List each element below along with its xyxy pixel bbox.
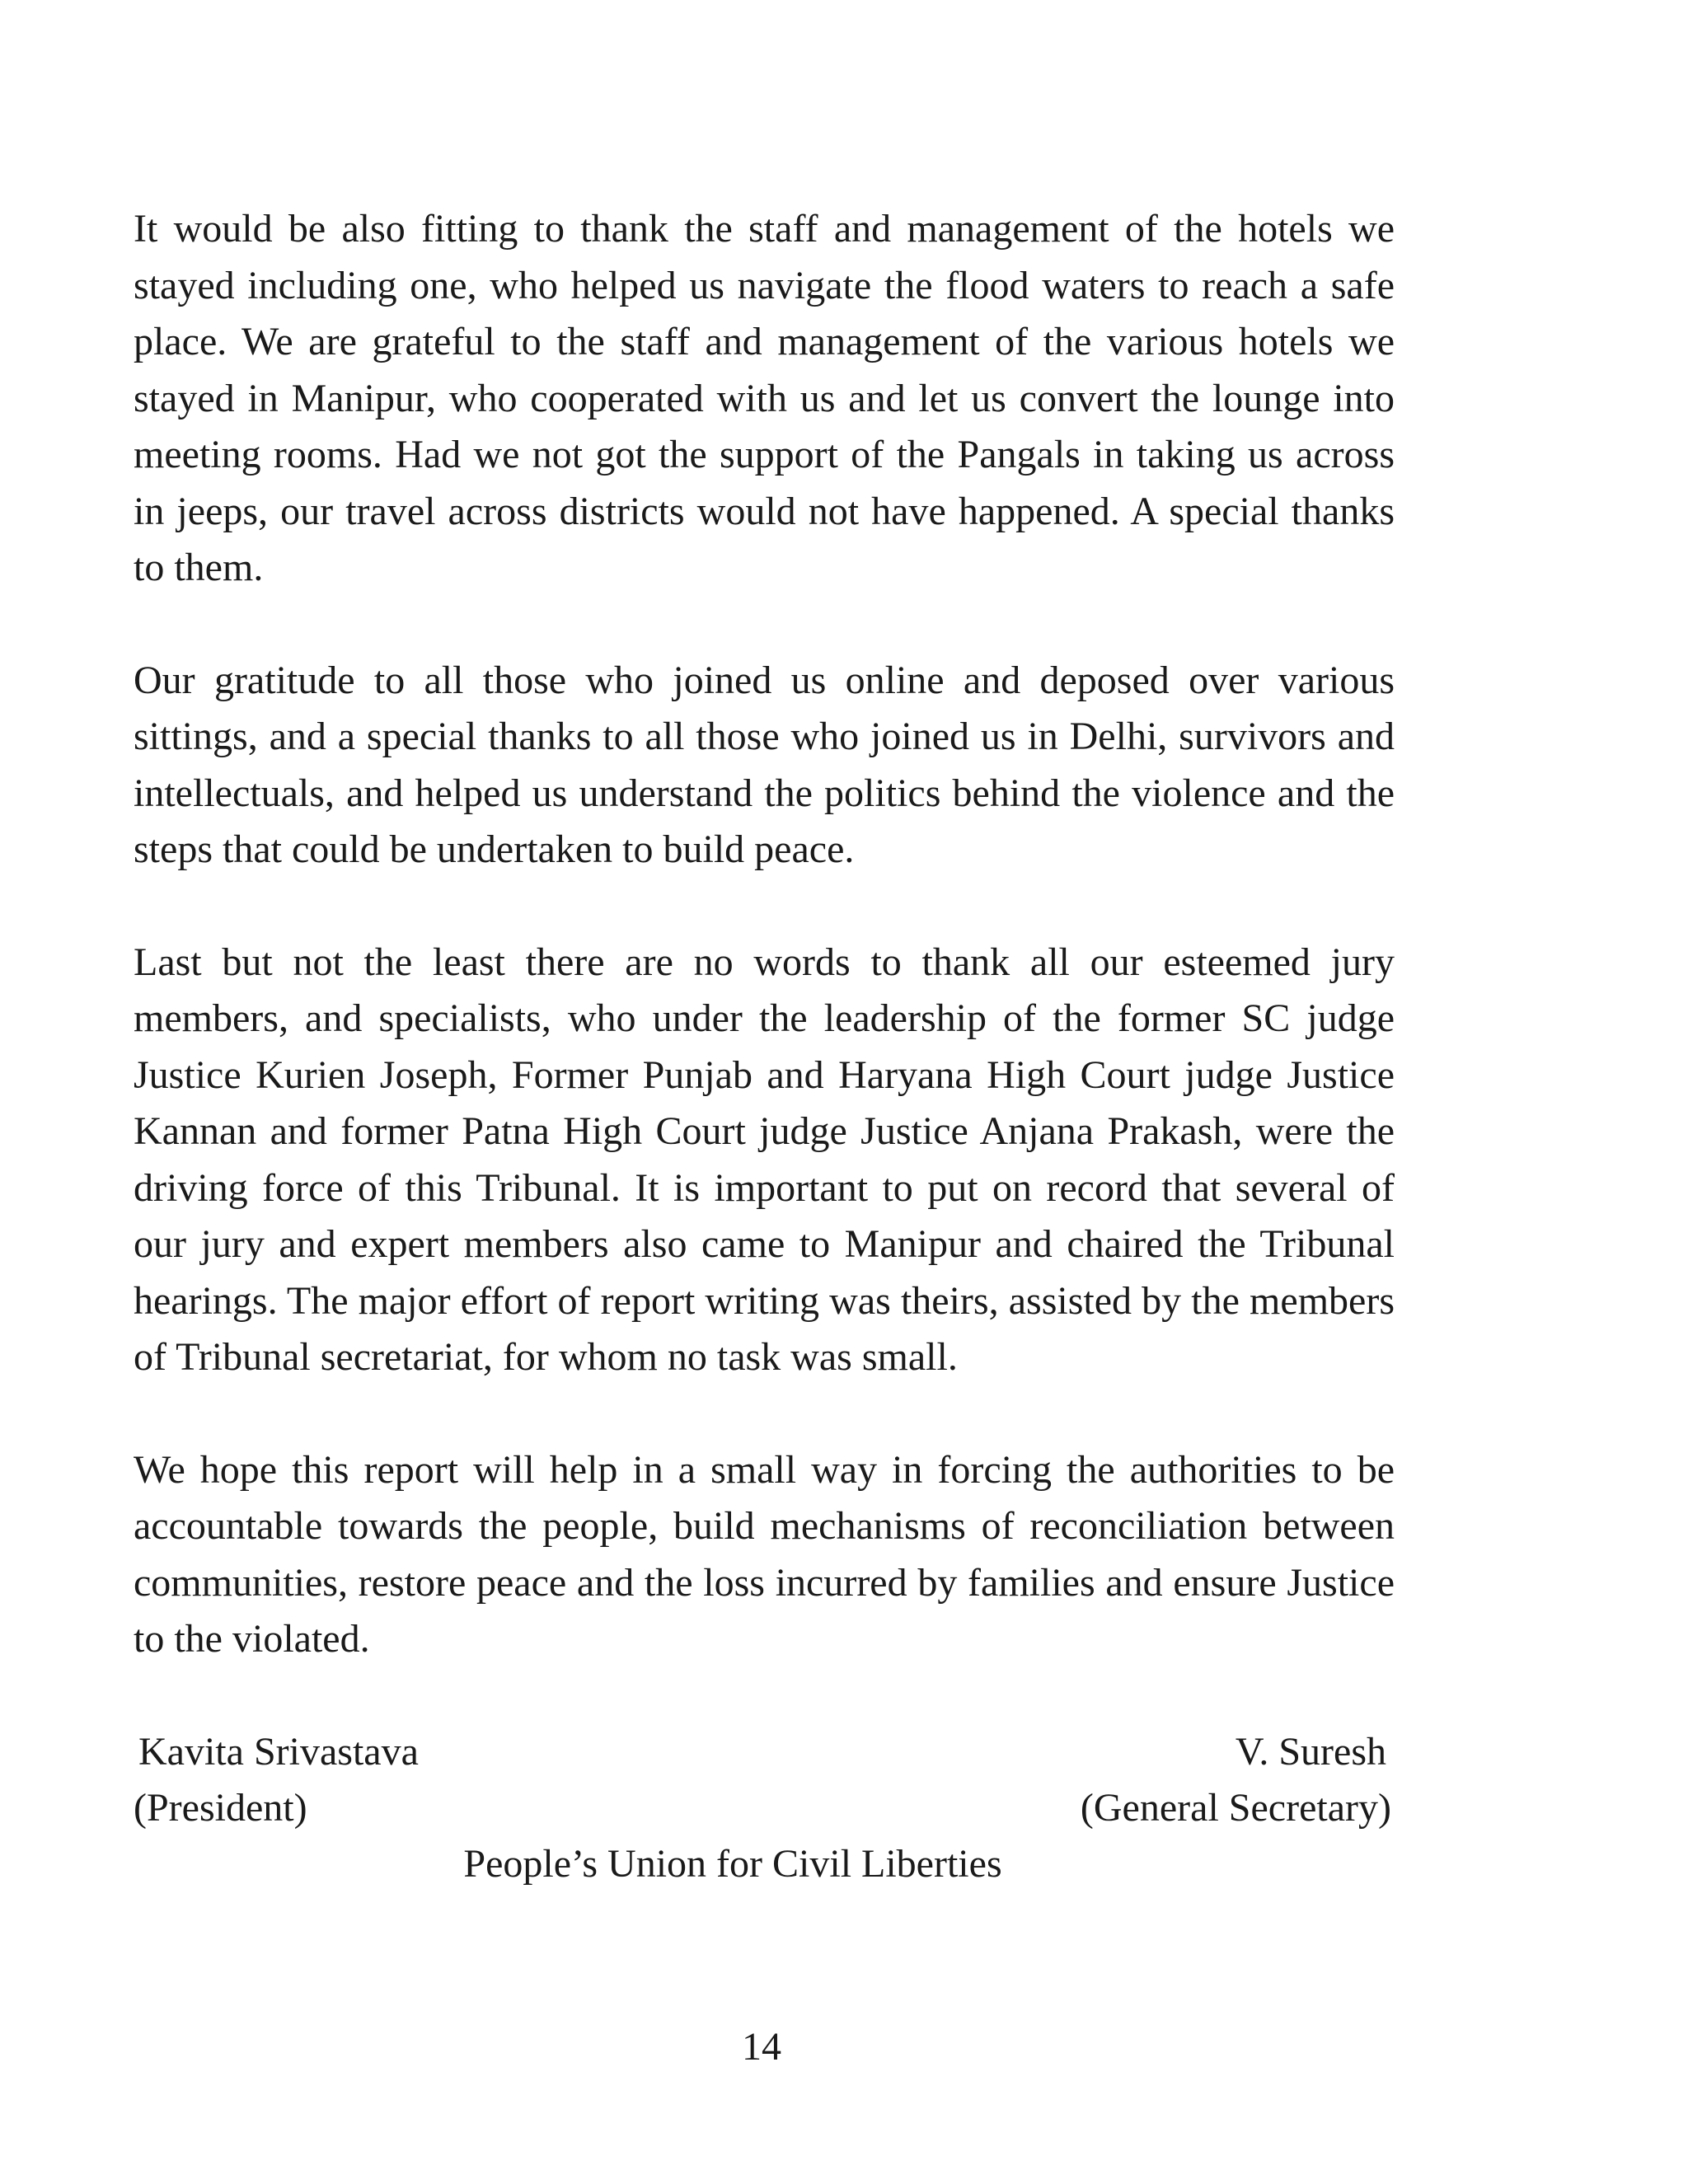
signature-names-row [134,1724,1395,1780]
page-number: 14 [742,2025,781,2069]
signatory-name-general-secretary: V. Suresh [1235,1729,1386,1774]
paragraph-online-gratitude: Our gratitude to all those who joined us online and deposed over various sittings, and a special thanks to all those who joined us in Delhi, survivors and intellectuals, and helped us understand the politics behind the violence and the steps that could be undertaken to build peace. [134,658,1395,871]
paragraph-closing-hope: We hope this report will help in a small way in forcing the authorities to be accountable towards the people, build mechanisms of reconciliation between communities, restore peace and the loss incurred by families and ensure Justice to the violated. [134,1447,1395,1661]
signature-block [134,1724,1395,1892]
signature-titles-row [134,1780,1395,1836]
paragraph-hotel-thanks: It would be also fitting to thank the staff and management of the hotels we stayed including one, who helped us navigate the flood waters to reach a safe place. We are grateful to the staff and management of the various hotels we stayed in Manipur, who cooperated with us and let us convert the lounge into meeting rooms. Had we not got the support of the Pangals in taking us across in jeeps, our travel across districts would not have happened. A special thanks to them. [134,207,1395,589]
signatory-title-general-secretary: (General Secretary) [1080,1785,1391,1830]
document-body [134,201,1395,1892]
paragraph-jury-thanks: Last but not the least there are no words to thank all our esteemed jury members, and specialists, who under the leadership of the former SC judge Justice Kurien Joseph, Former Punjab and Haryana High Court judge Justice Kannan and former Patna High Court judge Justice Anjana Prakash, were the driving force of this Tribunal. It is important to put on record that several of our jury and expert members also came to Manipur and chaired the Tribunal hearings. The major effort of report writing was theirs, assisted by the members of Tribunal secretariat, for whom no task was small. [134,940,1395,1379]
organization-name: People’s Union for Civil Liberties [463,1841,1002,1886]
signatory-title-president: (President) [134,1785,307,1830]
signatory-name-president: Kavita Srivastava [138,1729,419,1774]
